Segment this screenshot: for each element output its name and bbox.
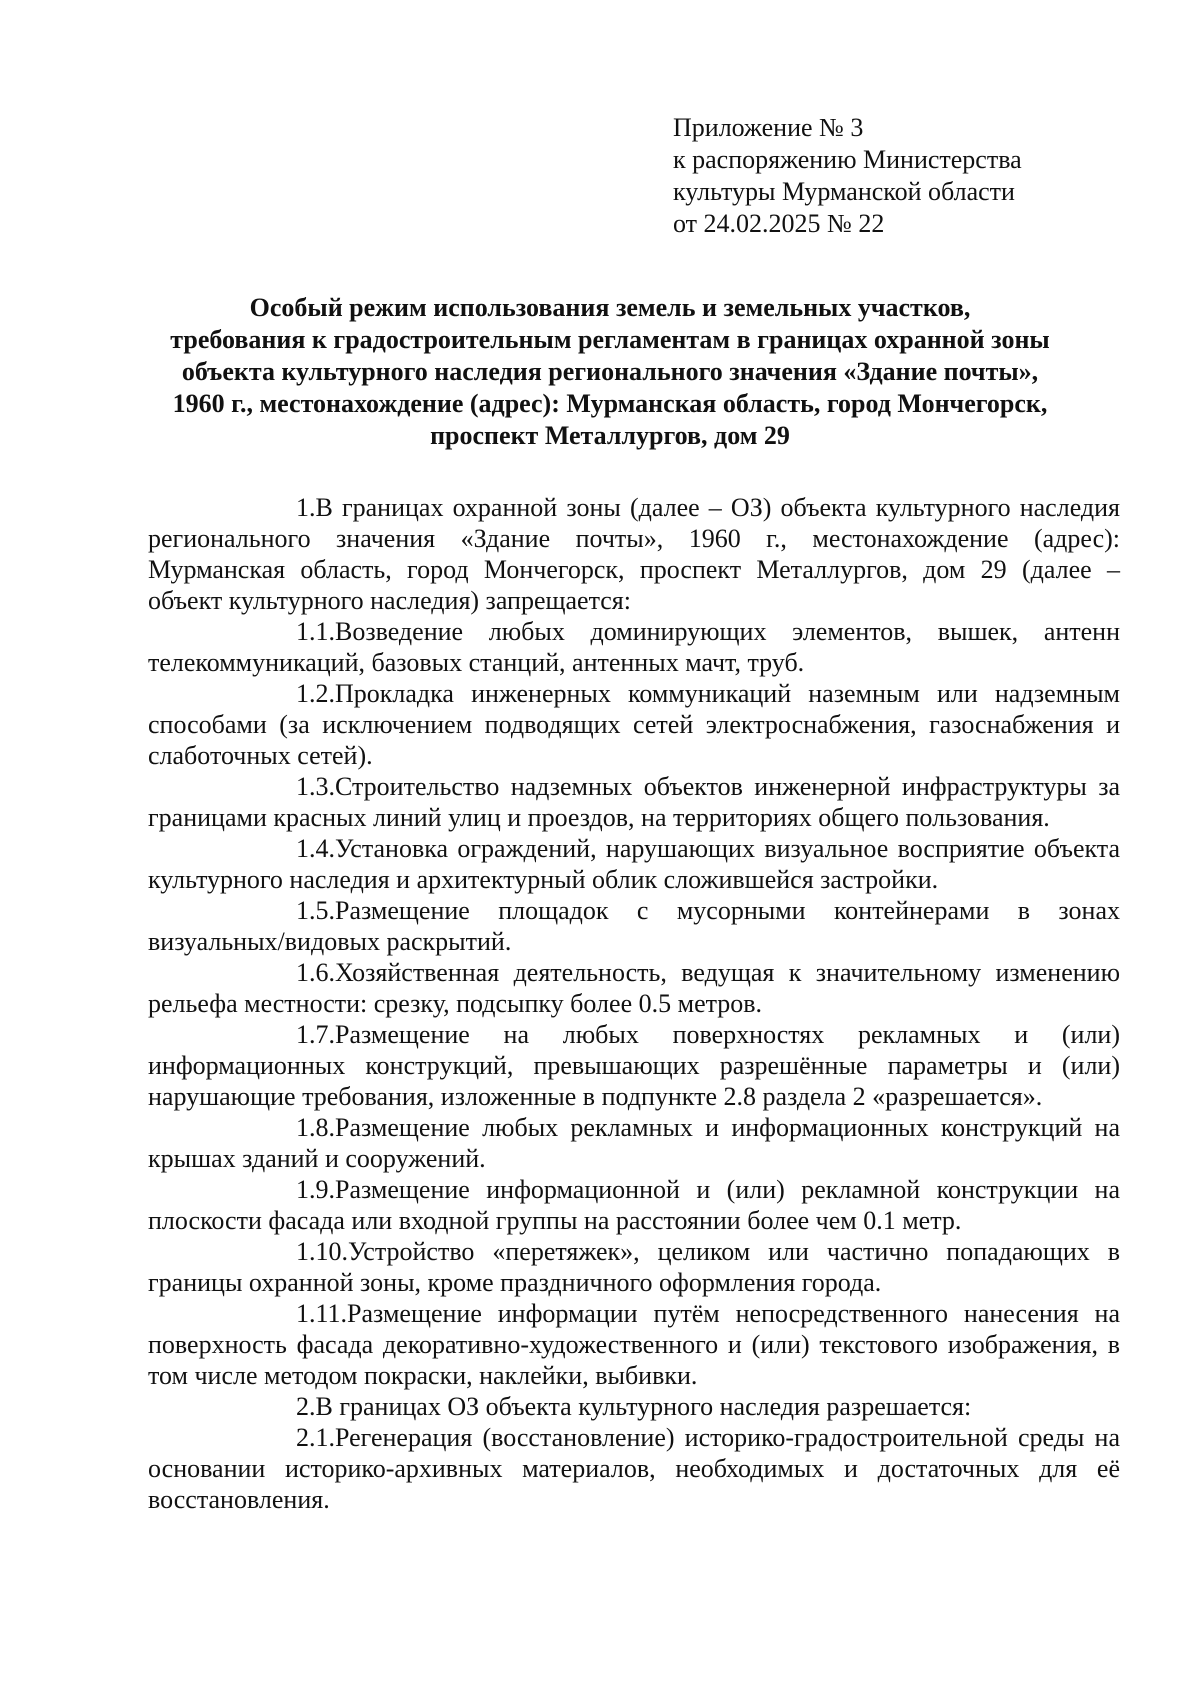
clause-1-4 <box>148 833 1120 895</box>
clause-1-8 <box>148 1112 1120 1174</box>
clause-text: Прокладка инженерных коммуникаций наземным или надземным способами (за исключением подводящих сетей электроснабжения, газоснабжения и слаботочных сетей). <box>148 679 1120 770</box>
clause-number: 1.1. <box>296 617 335 646</box>
appendix-header-line: к распоряжению Министерства <box>673 145 1022 174</box>
clause-text: Размещение площадок с мусорными контейнерами в зонах визуальных/видовых раскрытий. <box>148 896 1120 956</box>
appendix-header <box>673 112 1022 240</box>
document-body <box>148 492 1120 1515</box>
clause-number: 1.3. <box>296 772 335 801</box>
clause-text: Размещение на любых поверхностях рекламных и (или) информационных конструкций, превышающих разрешённые параметры и (или) нарушающие требования, изложенные в подпункте 2.8 раздела 2 «разрешается». <box>148 1020 1120 1111</box>
clause-text: Возведение любых доминирующих элементов, вышек, антенн телекоммуникаций, базовых станций, антенных мачт, труб. <box>148 617 1120 677</box>
clause-1-10 <box>148 1236 1120 1298</box>
clause-number: 1.5. <box>296 896 335 925</box>
appendix-header-line: Приложение № 3 <box>673 113 864 142</box>
clause-1-11 <box>148 1298 1120 1391</box>
clause-number: 1.4. <box>296 834 335 863</box>
appendix-header-line: от 24.02.2025 № 22 <box>673 209 885 238</box>
clause-1-6 <box>148 957 1120 1019</box>
document-title-line: 1960 г., местонахождение (адрес): Мурманская область, город Мончегорск, <box>172 389 1048 418</box>
clause-1-5 <box>148 895 1120 957</box>
clause-number: 1.6. <box>296 958 335 987</box>
clause-1 <box>148 492 1120 616</box>
clause-text: В границах ОЗ объекта культурного наследия разрешается: <box>315 1392 972 1421</box>
clause-1-3 <box>148 771 1120 833</box>
appendix-header-line: культуры Мурманской области <box>673 177 1015 206</box>
clause-number: 1.10. <box>296 1237 348 1266</box>
document-title-line: проспект Металлургов, дом 29 <box>430 421 790 450</box>
clause-number: 1.2. <box>296 679 335 708</box>
clause-1-1 <box>148 616 1120 678</box>
clause-number: 1.11. <box>296 1299 348 1328</box>
clause-text: Размещение любых рекламных и информационных конструкций на крышах зданий и сооружений. <box>148 1113 1120 1173</box>
clause-1-7 <box>148 1019 1120 1112</box>
document-title-line: объекта культурного наследия регионального значения «Здание почты», <box>181 357 1039 386</box>
document-title <box>130 292 1090 452</box>
clause-text: Регенерация (восстановление) историко-градостроительной среды на основании историко-архивных материалов, необходимых и достаточных для её восстановления. <box>148 1423 1120 1514</box>
clause-1-2 <box>148 678 1120 771</box>
clause-text: Хозяйственная деятельность, ведущая к значительному изменению рельефа местности: срезку, подсыпку более 0.5 метров. <box>148 958 1120 1018</box>
document-title-line: Особый режим использования земель и земельных участков, <box>249 293 971 322</box>
document-title-line: требования к градостроительным регламентам в границах охранной зоны <box>170 325 1050 354</box>
clause-text: Устройство «перетяжек», целиком или частично попадающих в границы охранной зоны, кроме праздничного оформления города. <box>148 1237 1120 1297</box>
clause-2-1 <box>148 1422 1120 1515</box>
clause-number: 2.1. <box>296 1423 335 1452</box>
clause-text: Размещение информации путём непосредственного нанесения на поверхность фасада декоративно-художественного и (или) текстового изображения, в том числе методом покраски, наклейки, выбивки. <box>148 1299 1120 1390</box>
clause-number: 1.8. <box>296 1113 335 1142</box>
clause-text: Размещение информационной и (или) рекламной конструкции на плоскости фасада или входной группы на расстоянии более чем 0.1 метр. <box>148 1175 1120 1235</box>
clause-2 <box>148 1391 1120 1422</box>
clause-1-9 <box>148 1174 1120 1236</box>
clause-text: Строительство надземных объектов инженерной инфраструктуры за границами красных линий улиц и проездов, на территориях общего пользования. <box>148 772 1120 832</box>
clause-text: Установка ограждений, нарушающих визуальное восприятие объекта культурного наследия и архитектурный облик сложившейся застройки. <box>148 834 1120 894</box>
clause-number: 1.9. <box>296 1175 335 1204</box>
clause-number: 1.7. <box>296 1020 335 1049</box>
clause-number: 2. <box>296 1392 316 1421</box>
clause-text: В границах охранной зоны (далее – ОЗ) объекта культурного наследия регионального значения «Здание почты», 1960 г., местонахождение (адрес): Мурманская область, город Мончегорск, проспект Металлургов, дом 29 (далее – объект культурного наследия) запрещается: <box>148 493 1120 615</box>
clause-number: 1. <box>296 493 316 522</box>
